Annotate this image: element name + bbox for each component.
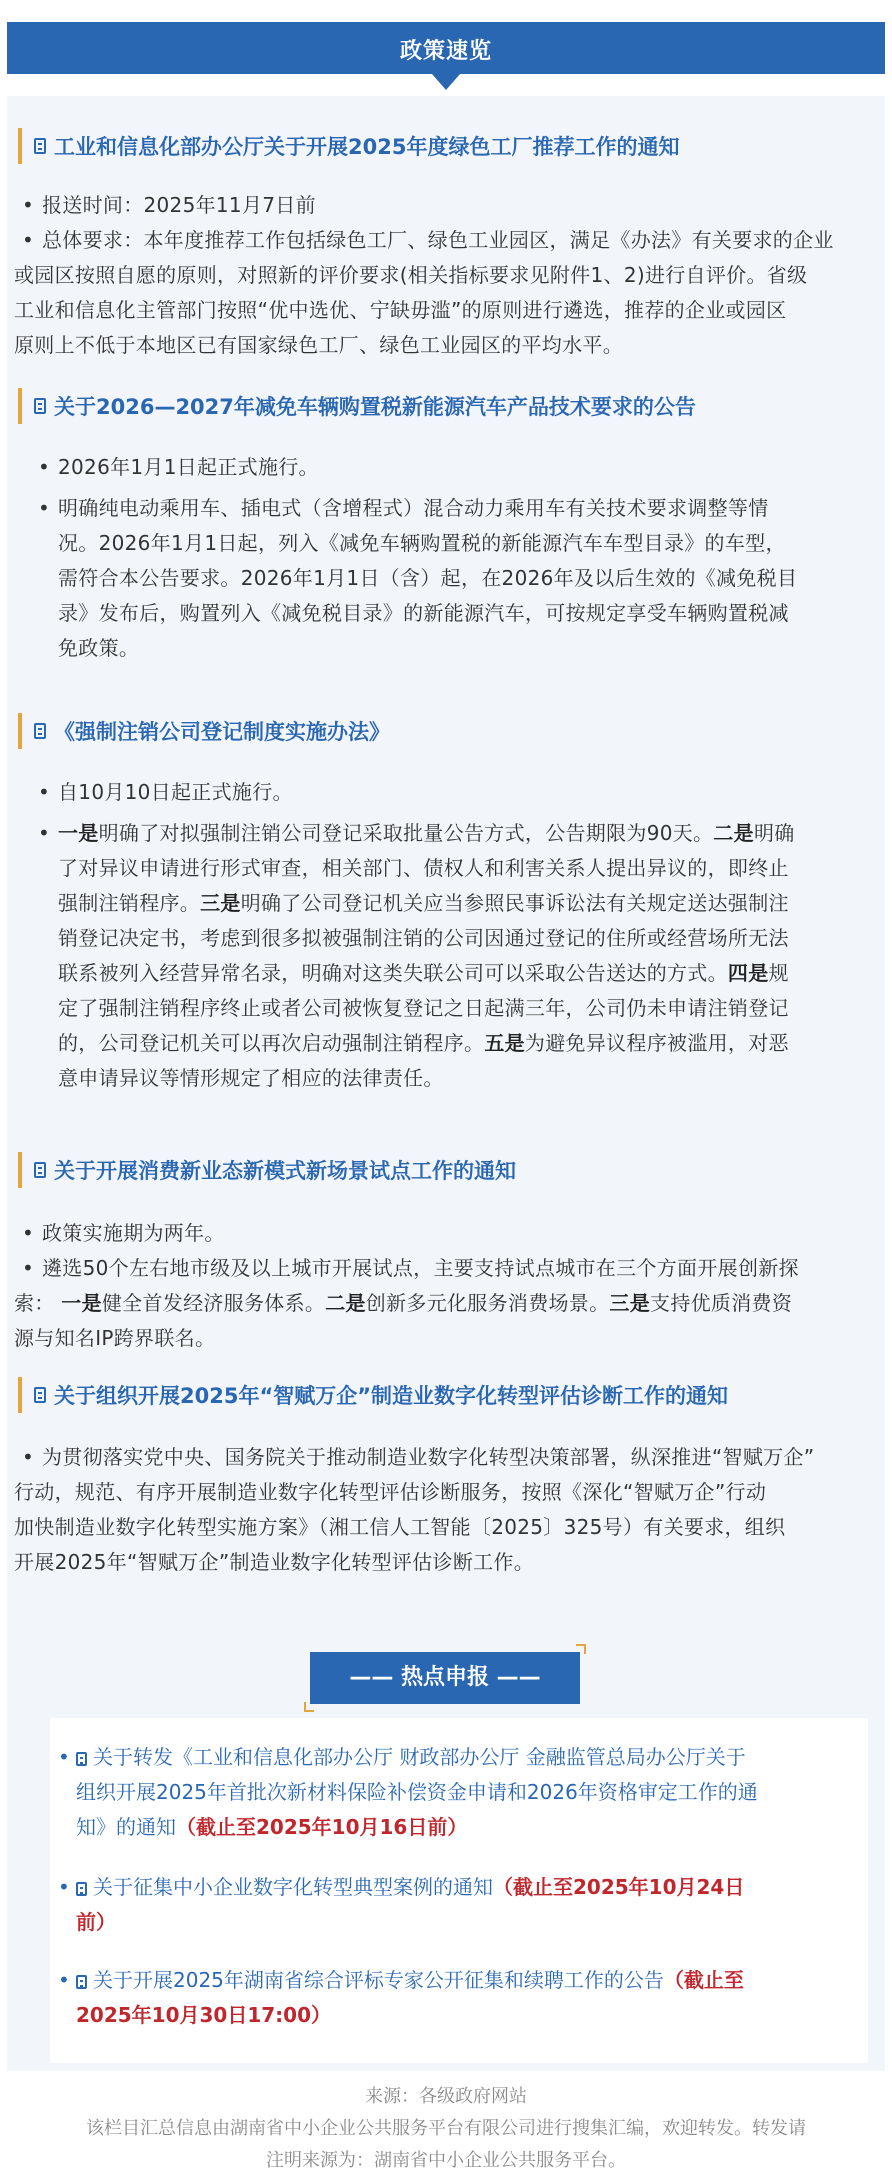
hot-item-link[interactable]: • 关于开展2025年湖南省综合评标专家公开征集和续聘工作的公告（截止至 2025年10月30日17:00）: [58, 1968, 744, 2027]
hot-declaration-panel: [50, 1718, 868, 2063]
deadline-text: （截止至2025年10月16日前）: [176, 1815, 468, 1839]
list-item: • 自10月10日起正式施行。: [58, 775, 882, 810]
section-title: 《强制注销公司登记制度实施办法》: [54, 720, 390, 744]
list-item: • 总体要求：本年度推荐工作包括绿色工厂、绿色工业园区，满足《办法》有关要求的企业 或园区按照自愿的原则，对照新的评价要求(相关指标要求见附件1、2)进行自评价。省级 工业和信息化主管部门按照“优中选优、宁缺毋滥”的原则进行遴选，推荐的企业或园区 原则上不低于本地区已有国家绿色工厂、绿色工业园区的平均水平。: [42, 223, 882, 363]
document-icon: [34, 398, 46, 414]
section-list: [14, 188, 882, 363]
footer-source: 来源：各级政府网站: [365, 2086, 527, 2107]
section-header-consumption-pilot[interactable]: [18, 1152, 874, 1188]
section-list: [14, 1440, 882, 1580]
banner-title: 政策速览: [399, 39, 492, 64]
document-icon: [34, 1387, 46, 1403]
hot-declaration-title: —— 热点申报 ——: [310, 1652, 580, 1704]
section-title: 关于开展消费新业态新模式新场景试点工作的通知: [54, 1159, 516, 1183]
section-title: 关于组织开展2025年“智赋万企”制造业数字化转型评估诊断工作的通知: [54, 1384, 729, 1408]
list-item: • 为贯彻落实党中央、国务院关于推动制造业数字化转型决策部署，纵深推进“智赋万企” 行动，规范、有序开展制造业数字化转型评估诊断服务，按照《深化“智赋万企”行动 加快制造业数字化转型实施方案》（湘工信人工智能〔2025〕325号）有关要求，组织 开展2025年“智赋万企”制造业数字化转型评估诊断工作。: [42, 1440, 882, 1580]
corner-decoration: [576, 1644, 586, 1654]
list-item: • 政策实施期为两年。: [42, 1216, 882, 1251]
footer-note: 注明来源为：湖南省中小企业公共服务平台。: [266, 2150, 626, 2171]
hot-item-link[interactable]: • 关于转发《工业和信息化部办公厅 财政部办公厅 金融监管总局办公厅关于 组织开展2025年首批次新材料保险补偿资金申请和2026年资格审定工作的通 知》的通知（截止至2025年10月16日前）: [58, 1745, 758, 1839]
document-icon: [76, 1752, 87, 1766]
document-icon: [76, 1882, 87, 1896]
section-header-forced-deregistration[interactable]: [18, 713, 874, 749]
list-item: • 明确纯电动乘用车、插电式（含增程式）混合动力乘用车有关技术要求调整等情 况。2026年1月1日起，列入《减免车辆购置税的新能源汽车车型目录》的车型， 需符合本公告要求。2026年1月1日（含）起，在2026年及以后生效的《减免税目 录》发布后，购置列入《减免税目录》的新能源汽车，可按规定享受车辆购置税减 免政策。: [58, 491, 882, 666]
section-list: [14, 1216, 882, 1356]
section-header-vehicle-tax[interactable]: [18, 388, 874, 424]
document-icon: [34, 723, 46, 739]
hot-item-link[interactable]: • 关于征集中小企业数字化转型典型案例的通知（截止至2025年10月24日 前）: [58, 1875, 745, 1934]
section-title: 工业和信息化部办公厅关于开展2025年度绿色工厂推荐工作的通知: [54, 135, 680, 159]
deadline-text: （截止至: [663, 1968, 744, 1992]
section-header-digital-transformation[interactable]: [18, 1377, 874, 1413]
deadline-text: （截止至2025年10月24日: [493, 1875, 745, 1899]
section-title: 关于2026—2027年减免车辆购置税新能源汽车产品技术要求的公告: [54, 395, 696, 419]
corner-decoration: [304, 1702, 314, 1712]
list-item: • 遴选50个左右地市级及以上城市开展试点，主要支持试点城市在三个方面开展创新探 索： 一是健全首发经济服务体系。二是创新多元化服务消费场景。三是支持优质消费资 源与知名IP跨界联名。: [42, 1251, 882, 1356]
document-icon: [34, 138, 46, 154]
hot-declaration-banner: [310, 1652, 580, 1704]
list-item: • 2026年1月1日起正式施行。: [58, 450, 882, 485]
section-list: [14, 775, 882, 1096]
document-icon: [34, 1162, 46, 1178]
section-header-green-factory[interactable]: [18, 128, 874, 164]
footer-note: 该栏目汇总信息由湖南省中小企业公共服务平台有限公司进行搜集汇编，欢迎转发。转发请: [86, 2118, 806, 2139]
document-icon: [76, 1975, 87, 1989]
list-item: • 报送时间：2025年11月7日前: [42, 188, 882, 223]
list-item: • 一是明确了对拟强制注销公司登记采取批量公告方式，公告期限为90天。二是明确 了对异议申请进行形式审查，相关部门、债权人和利害关系人提出异议的，即终止 强制注销程序。三是明确了公司登记机关应当参照民事诉讼法有关规定送达强制注 销登记决定书，考虑到很多拟被强制注销的公司因通过登记的住所或经营场所无法 联系被列入经营异常名录，明确对这类失联公司可以采取公告送达的方式。四是规 定了强制注销程序终止或者公司被恢复登记之日起满三年，公司仍未申请注销登记 的，公司登记机关可以再次启动强制注销程序。五是为避免异议程序被滥用，对恶 意申请异议等情形规定了相应的法律责任。: [58, 816, 882, 1096]
section-list: [14, 450, 882, 666]
banner-arrow: [432, 74, 460, 90]
policy-banner: [7, 22, 885, 74]
